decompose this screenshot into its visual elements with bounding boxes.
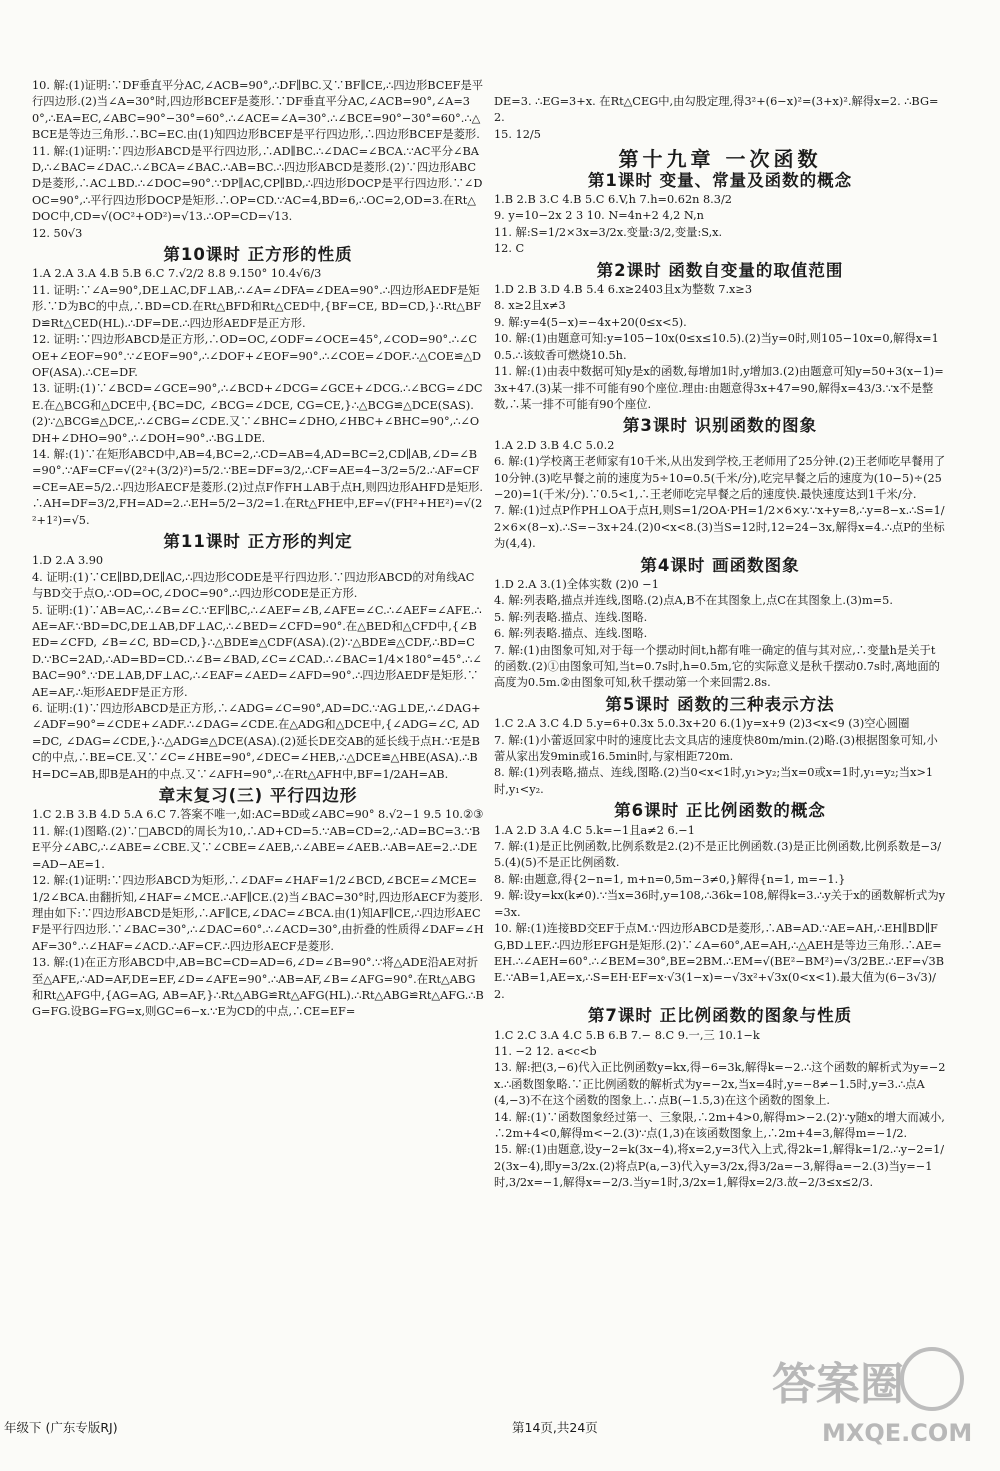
s6-line-1: 1.A 2.D 3.A 4.C 5.k=−1且a≠2 6.−1 [494, 823, 695, 837]
lesson11-line-1: 1.D 2.A 3.90 [32, 554, 104, 568]
s6-line-3: 8. 解:由题意,得{2−n=1, m+n=0,5m−3≠0,}解得{n=1, m=−1.} [494, 872, 846, 886]
section-title-lesson-6: 第6课时 正比例函数的概念 [614, 801, 826, 821]
review-line-2: 11. 解:(1)图略.(2)∵□ABCD的周长为10,∴AD+CD=5.∵AB=CD=2,∴AD=BC=3.∵BE平分∠ABC,∴∠ABE=∠CBE.又∵∠CBE=∠AEB,∴∠ABE=∠AEB.∴AB=AE=2.∴DE=AD−AE=1. [32, 824, 481, 871]
s6-line-5: 10. 解:(1)连接BD交EF于点M.∵四边形ABCD是菱形,∴AB=AD.∵AE=AH,∴EH∥BD∥FG,BD⊥EF.∴四边形EFGH是矩形.(2)∵∠A=60°,AE=AH,∴△AEH是等边三角形.∴AE=EH.∴∠AEH=60°.∴∠BEM=30°,BE=2BM.∴EM=√(BE²−BM²)=√3/2BE.∴EF=√3BE.∵AB=1,AE=x,∴S=EH·EF=x·√3(1−x)=−√3x²+√3x(0<x<1).最大值为(6−3√3)/2. [494, 922, 945, 1001]
section-title-lesson-5: 第5课时 函数的三种表示方法 [605, 694, 835, 714]
s4-line-4: 6. 解:列表略.描点、连线.图略. [494, 627, 648, 641]
s7-line-1: 1.C 2.C 3.A 4.C 5.B 6.B 7.− 8.C 9.一,三 10.1−k [494, 1028, 760, 1042]
watermark-url-text: MXQE.COM [822, 1419, 973, 1447]
lesson11-line-3: 5. 证明:(1)∵AB=AC,∴∠B=∠C.∵EF∥BC,∴∠AEF=∠B,∠AFE=∠C.∴∠AEF=∠AFE.∴AE=AF.∵BD=DC,DE⊥AB,DF⊥AC,∴∠BED=∠CFD=90°.在△BED和△CFD中,{∠BED=∠CFD, ∠B=∠C, BD=CD,}∴△BDE≌△CDF(ASA).(2)∵△BDE≌△CDF,∴BD=CD.∵BC=2AD,∴AD=BD=CD.∴∠B=∠BAD,∠C=∠CAD.∴∠BAC=1/4×180°=45°.∴∠BAC=90°.∵DE⊥AB,DF⊥AC,∴∠EAF=∠AED=∠AFD=90°.∴四边形AEDF是矩形.∵AE=AF,∴矩形AEDF是正方形. [32, 603, 482, 699]
right-top-line-1: DE=3. ∴EG=3+x. 在Rt△CEG中,由勾股定理,得3²+(6−x)²=(3+x)².解得x=2. ∴BG=2. [494, 95, 939, 125]
lesson10-line-2: 11. 证明:∵∠A=90°,DE⊥AC,DF⊥AB,∴∠A=∠DFA=∠DEA=90°.∴四边形AEDF是矩形.∵D为BC的中点,∴BD=CD.在Rt△BFD和Rt△CED中,{BF=CE, BD=CD,}∴Rt△BFD≌Rt△CED(HL).∴DF=DE.∴四边形AEDF是正方形. [32, 283, 482, 330]
right-column [494, 94, 946, 1192]
answer-12: 12. 50√3 [32, 226, 83, 240]
review-line-4: 13. 解:(1)在正方形ABCD中,AB=BC=CD=AD=6,∠D=∠B=90°.∵将△ADE沿AE对折至△AFE,∴AD=AF,DE=EF,∠D=∠AFE=90°.∴AB=AF,∠B=∠AFG=90°.在Rt△ABG和Rt△AFG中,{AG=AG, AB=AF,}∴Rt△ABG≌Rt△AFG(HL).∴Rt△ABG≌Rt△AFG.∴BG=FG.设BG=FG=x,则GC=6−x.∵E为CD的中点,∴CE=EF= [32, 956, 484, 1019]
answer-11: 11. 解:(1)证明:∵四边形ABCD是平行四边形,∴AD∥BC.∴∠DAC=∠BCA.∵AC平分∠BAD,∴∠BAC=∠DAC.∴∠BCA=∠BAC.∴AB=BC.∴四边形ABCD是菱形.(2)∵四边形ABCD是菱形,∴AC⊥BD.∴∠DOC=90°.∵DP∥AC,CP∥BD,∴四边形DOCP是平行四边形.∵∠DOC=90°,∴平行四边形DOCP是矩形.∴OP=CD.∵AC=4,BD=6,∴OC=2,OD=3.在Rt△DOC中,CD=√(OC²+OD²)=√13.∴OP=CD=√13. [32, 144, 483, 224]
s6-line-2: 7. 解:(1)是正比例函数,比例系数是2.(2)不是正比例函数.(3)是正比例函数,比例系数是−3/5.(4)(5)不是正比例函数. [494, 840, 942, 870]
s4-line-3: 5. 解:列表略.描点、连线.图略. [494, 610, 648, 624]
s3-line-3: 7. 解:(1)过点P作PH⊥OA于点H,则S=1/2OA·PH=1/2×6×y.∵x+y=8,∴y=8−x.∴S=1/2×6×(8−x).∴S=−3x+24.(2)0<x<8.(3)当S=12时,12=24−3x,解得x=4.∴点P的坐标为(4,4). [494, 504, 945, 551]
lesson10-line-5: 14. 解:(1)∵在矩形ABCD中,AB=4,BC=2,∴CD=AB=4,AD=BC=2,CD∥AB,∠D=∠B=90°.∵AF=CF=√(2²+(3/2)²)=5/2.∵BE=DF=3/2,∴CF=AE=4−3/2=5/2.∴AF=CF=CE=AE=5/2.∴四边形AECF是菱形.(2)过点F作FH⊥AB于点H,则四边形AHFD是矩形.∴AH=DF=3/2,FH=AD=2.∴EH=5/2−3/2=1.在Rt△FHE中,EF=√(FH²+HE²)=√(2²+1²)=√5. [32, 447, 484, 527]
s4-line-2: 4. 解:列表略,描点并连线,图略.(2)点A,B不在其图象上,点C在其图象上.(3)m=5. [494, 594, 893, 608]
footer-grade-label: 年级下 (广东专版RJ) [4, 1420, 118, 1435]
section-title-lesson-7: 第7课时 正比例函数的图象与性质 [587, 1006, 853, 1026]
lesson11-line-4: 6. 证明:(1)∵四边形ABCD是正方形,∴∠ADG=∠C=90°,AD=DC.∵AG⊥DE,∴∠DAG+∠ADF=90°=∠CDE+∠ADF.∴∠DAG=∠CDE.在△ADG和△DCE中,{∠ADG=∠C, AD=DC, ∠DAG=∠CDE,}∴△ADG≌△DCE(ASA).(2)延长DE交AB的延长线于点H.∵E是BC的中点,∴BE=CE.又∵∠C=∠HBE=90°,∠DEC=∠HEB,∴△DCE≌△HBE(ASA).∴BH=DC=AB,即B是AH的中点.又∵∠AFH=90°,∴在Rt△AFH中,BF=1/2AH=AB. [32, 702, 481, 781]
lesson11-line-2: 4. 证明:(1)∵CE∥BD,DE∥AC,∴四边形CODE是平行四边形.∵四边形ABCD的对角线AC与BD交于点O,∴OD=OC,∠DOC=90°.∴四边形CODE是正方形. [32, 570, 475, 601]
s5-line-3: 8. 解:(1)列表略,描点、连线,图略.(2)当0<x<1时,y₁>y₂;当x=0或x=1时,y₁=y₂;当x>1时,y₁<y₂. [494, 766, 934, 796]
footer-page-number: 第14页,共24页 [512, 1420, 598, 1435]
s2-line-4: 10. 解:(1)由题意可知:y=105−10x(0≤x≤10.5).(2)当y=0时,则105−10x=0,解得x=10.5.∴该蚊香可燃烧10.5h. [494, 332, 939, 362]
section-title-lesson-10: 第10课时 正方形的性质 [163, 245, 353, 265]
s4-line-1: 1.D 2.A 3.(1)全体实数 (2)0 −1 [494, 577, 659, 591]
watermark-main-text: 答案圈 [772, 1359, 904, 1410]
section-title-chapter-review: 章末复习(三) 平行四边形 [158, 786, 358, 806]
s2-line-2: 8. x≥2且x≠3 [494, 299, 566, 313]
s7-line-4: 14. 解:(1)∵函数图象经过第一、三象限,∴2m+4>0,解得m>−2.(2)∵y随x的增大而减小,∴2m+4<0,解得m<−2.(3)∵点(1,3)在该函数图象上,∴2m+4=3,解得m=−1/2. [494, 1110, 945, 1140]
s1-line-4: 12. C [494, 242, 525, 256]
section-title-lesson-3: 第3课时 识别函数的图象 [622, 416, 818, 436]
right-top-line-2: 15. 12/5 [494, 127, 541, 141]
s7-line-2: 11. −2 12. a<c<b [494, 1044, 597, 1058]
section-title-lesson-2: 第2课时 函数自变量的取值范围 [596, 260, 844, 280]
answer-10: 10. 解:(1)证明:∵DF垂直平分AC,∠ACB=90°,∴DF∥BC.又∵BF∥CE,∴四边形BCEF是平行四边形.(2)当∠A=30°时,四边形BCEF是菱形.∵DF垂直平分AC,∠ACB=90°,∠A=30°,∴EA=EC,∠ABC=90°−30°=60°.∴∠ACE=∠A=30°.∴∠BCE=90°−30°=60°.∴△BCE是等边三角形.∴BC=EC.由(1)知四边形BCEF是平行四边形,∴四边形BCEF是菱形. [32, 79, 484, 142]
s5-line-1: 1.C 2.A 3.C 4.D 5.y=6+0.3x 5.0.3x+20 6.(1)y=x+9 (2)3<x<9 (3)空心圆圈 [494, 717, 910, 731]
s2-line-5: 11. 解:(1)由表中数据可知y是x的函数,每增加1时,y增加3.(2)由题意可知y=50+3(x−1)=3x+47.(3)某一排不可能有90个座位.理由:由题意得3x+47=90,解得x=43/3.∵x不是整数,∴某一排不可能有90个座位. [494, 365, 944, 411]
lesson10-line-1: 1.A 2.A 3.A 4.B 5.B 6.C 7.√2/2 8.8 9.150° 10.4√6/3 [32, 267, 322, 281]
s5-line-2: 7. 解:(1)小蕾返回家中时的速度比去文具店的速度快80m/min.(2)略.(3)根据图象可知,小蕾从家出发9min或16.5min时,与家相距720m. [494, 733, 938, 764]
section-title-lesson-4: 第4课时 画函数图象 [640, 555, 800, 575]
lesson10-line-3: 12. 证明:∵四边形ABCD是正方形,∴OD=OC,∠ODF=∠OCE=45°,∠COD=90°.∴∠COE+∠EOF=90°.∵∠EOF=90°,∴∠DOF+∠EOF=90°.∴∠COE=∠DOF.∴△COE≌△DOF(ASA).∴CE=DF. [32, 333, 482, 379]
s1-line-2: 9. y=10−2x 2 3 10. N=4n+2 4,2 N,n [494, 209, 704, 223]
s1-line-1: 1.B 2.B 3.C 4.B 5.C 6.V,h 7.h=0.62n 8.3/2 [494, 193, 732, 207]
s2-line-3: 9. 解:y=4(5−x)=−4x+20(0≤x<5). [494, 315, 687, 329]
section-title-lesson-11: 第11课时 正方形的判定 [163, 531, 353, 551]
s3-line-1: 1.A 2.D 3.B 4.C 5.0.2 [494, 438, 615, 452]
section-title-lesson-1: 第1课时 变量、常量及函数的概念 [587, 170, 853, 190]
lesson10-line-4: 13. 证明:(1)∵∠BCD=∠GCE=90°,∴∠BCD+∠DCG=∠GCE+∠DCG.∴∠BCG=∠DCE.在△BCG和△DCE中,{BC=DC, ∠BCG=∠DCE, CG=CE,}∴△BCG≌△DCE(SAS).(2)∵△BCG≌△DCE,∴∠CBG=∠CDE.又∵∠BHC=∠DHO,∠HBC+∠BHC=90°,∴∠ODH+∠DHO=90°.∴∠DOH=90°.∴BG⊥DE. [32, 382, 483, 445]
s7-line-5: 15. 解:(1)由题意,设y−2=k(3x−4),将x=2,y=3代入上式,得2k=1,解得k=1/2.∴y−2=1/2(3x−4),即y=3/2x.(2)将点P(a,−3)代入y=3/2x,得3/2a=−3,解得a=−2.(3)当y=−1时,3/2x=−1,解得x=−2/3.当y=1时,3/2x=1,解得x=2/3.故−2/3≤x≤2/3. [494, 1143, 945, 1190]
review-line-1: 1.C 2.B 3.B 4.D 5.A 6.C 7.答案不唯一,如:AC=BD或∠ABC=90° 8.√2−1 9.5 10.②③ [32, 808, 484, 822]
review-line-3: 12. 解:(1)证明:∵四边形ABCD为矩形,∴∠DAF=∠HAF=1/2∠BCD,∠BCE=∠MCE=1/2∠BCA.由翻折知,∠HAF=∠MCE.∴AF∥CE.(2)当∠BAC=30°时,四边形AECF为菱形.理由如下:∵四边形ABCD是矩形,∴AF∥CE,∠DAC=∠BCA.由(1)知AF∥CE,∴四边形AECF是平行四边形.∵∠BAC=30°,∴∠DAC=60°.∴∠ACD=30°,由折叠的性质得∠DAF=∠HAF=30°.∴∠HAF=∠ACD.∴AF=CF.∴四边形AECF是菱形. [32, 874, 484, 953]
chapter-title: 第十九章 一次函数 [618, 147, 822, 172]
s2-line-1: 1.D 2.B 3.D 4.B 5.4 6.x≥2403且x为整数 7.x≥3 [494, 283, 753, 297]
watermark-logo [752, 1343, 982, 1453]
watermark-circle [902, 1349, 962, 1409]
s7-line-3: 13. 解:把(3,−6)代入正比例函数y=kx,得−6=3k,解得k=−2.∴这个函数的解析式为y=−2x.∴函数图象略.∵正比例函数的解析式为y=−2x,当x=4时,y=−8≠−1.5时,y=3.∴点A(4,−3)不在这个函数的图象上.∴点B(−1.5,3)在这个函数的图象上. [494, 1061, 946, 1108]
s4-line-5: 7. 解:(1)由图象可知,对于每一个摆动时间t,h都有唯一确定的值与其对应,∴变量h是关于t的函数.(2)①由图象可知,当t=0.7s时,h=0.5m,它的实际意义是秋千摆动0.7s时,离地面的高度为0.5m.②由图象可知,秋千摆动第一个来回需2.8s. [494, 643, 940, 690]
left-column [32, 78, 484, 1021]
s3-line-2: 6. 解:(1)学校离王老师家有10千米,从出发到学校,王老师用了25分钟.(2)王老师吃早餐用了10分钟.(3)吃早餐之前的速度为5÷10=0.5(千米/分),吃完早餐之后的速度为(10−5)÷(25−20)=1(千米/分).∵0.5<1,∴王老师吃完早餐之后的速度快.最快速度达到1千米/分. [494, 455, 946, 501]
s6-line-4: 9. 解:设y=kx(k≠0).∵当x=36时,y=108,∴36k=108,解得k=3.∴y关于x的函数解析式为y=3x. [494, 889, 946, 919]
s1-line-3: 11. 解:S=1/2×3x=3/2x.变量:3/2,变量:S,x. [494, 225, 723, 239]
left-top-answers [32, 78, 484, 242]
